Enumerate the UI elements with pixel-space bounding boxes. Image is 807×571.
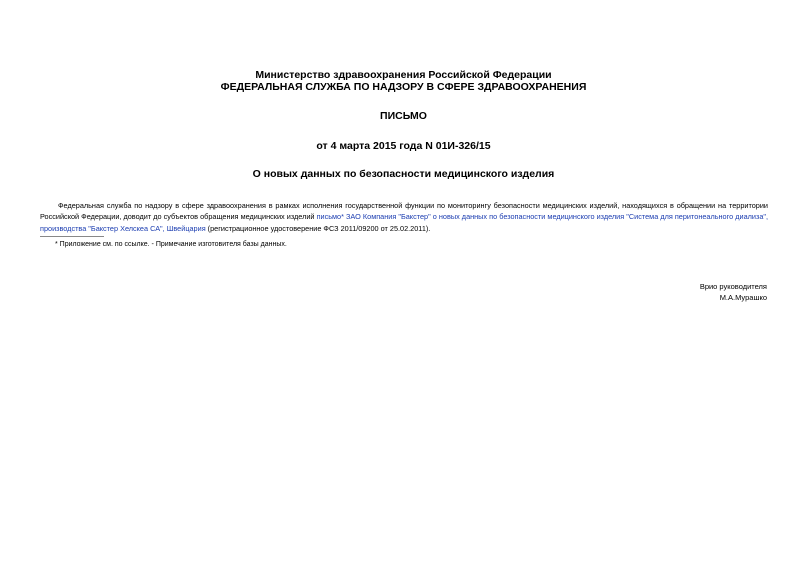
document-date-number: от 4 марта 2015 года N 01И-326/15 [316,140,491,152]
signature-name: М.А.Мурашко [719,293,767,302]
document-subject: О новых данных по безопасности медицинского изделия [252,168,555,180]
body-paragraph [40,200,768,234]
footnote: * Приложение см. по ссылке. - Примечание изготовителя базы данных. [55,241,287,248]
service-heading: ФЕДЕРАЛЬНАЯ СЛУЖБА ПО НАДЗОРУ В СФЕРЕ ЗДРАВООХРАНЕНИЯ [220,81,587,93]
document-type: ПИСЬМО [380,110,427,122]
body-text-part2: (регистрационное удостоверение ФСЗ 2011/09200 от 25.02.2011). [205,223,431,233]
footnote-divider [40,236,104,237]
signature-position: Врио руководителя [699,282,767,291]
letter-link[interactable]: письмо* ЗАО Компания "Бакстер" о новых данных по безопасности медицинского изделия "Система для перитонеального диализа", производства "Бакстер Хелскеа СА", Швейцария [40,212,768,233]
ministry-heading: Министерство здравоохранения Российской Федерации [255,69,552,81]
body-text-part1: Федеральная служба по надзору в сфере здравоохранения в рамках исполнения государственной функции по мониторингу безопасности медицинских изделий, находящихся в обращении на территории Российской Федерации, доводит до субъектов обращения медицинских изделий [40,201,768,222]
